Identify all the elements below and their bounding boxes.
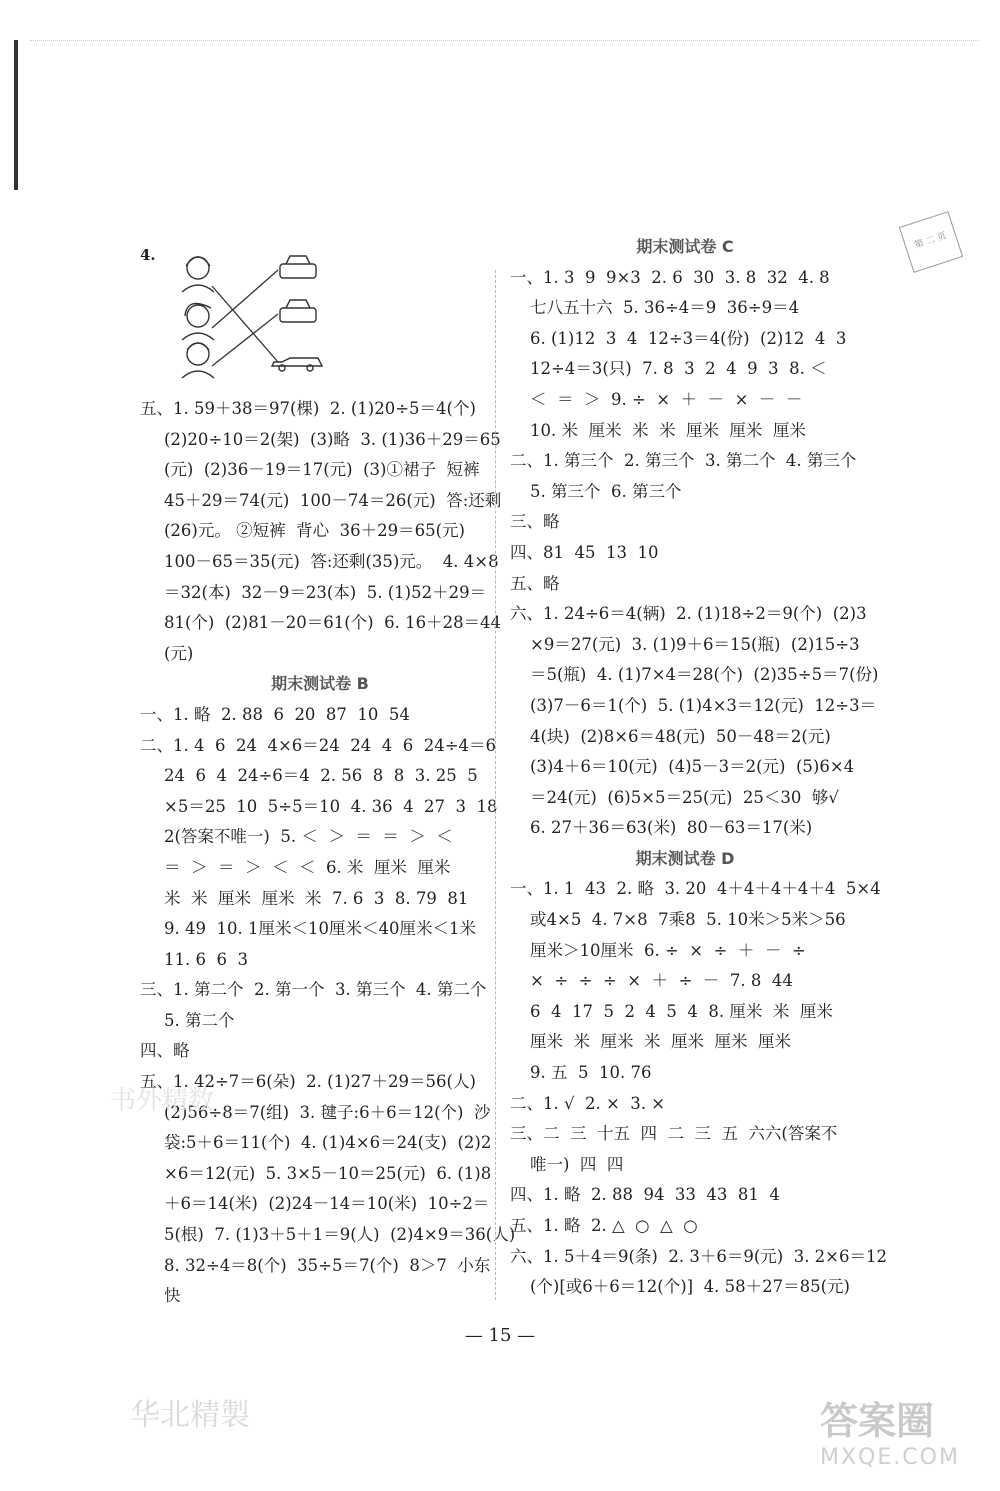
answer-line: 厘米＞10厘米 6. ÷ × ÷ ＋ － ÷ [530, 940, 806, 960]
car-side-icon [280, 300, 316, 322]
logo-url-text: MXQE.COM [820, 1445, 960, 1470]
answer-line: 四、81 45 13 10 [510, 542, 659, 562]
question-4-label: 4. [140, 246, 156, 264]
column-divider [495, 270, 496, 1300]
answer-line: (2)56÷8＝7(组) 3. 毽子:6＋6＝12(个) 沙 [164, 1102, 491, 1122]
answer-line: 5(根) 7. (1)3＋5＋1＝9(人) (2)4×9＝36(人) [164, 1225, 516, 1245]
car-front-icon [280, 256, 316, 278]
man-face-icon [182, 343, 214, 378]
site-logo [820, 1398, 990, 1483]
test-c-answers-block [510, 263, 879, 844]
watermark-small: 书外精数 [110, 1086, 215, 1116]
answer-line: ×5＝25 10 5÷5＝10 4. 36 4 27 3 18 [164, 796, 498, 816]
answer-line: 10. 米 厘米 米 米 厘米 厘米 厘米 [530, 420, 806, 440]
answer-line: 5. 第三个 6. 第三个 [530, 481, 682, 501]
matching-figure [140, 246, 340, 386]
answer-line: ×9＝27(元) 3. (1)9＋6＝15(瓶) (2)15÷3 [530, 634, 860, 654]
answer-line: 2(答案不唯一) 5. ＜ ＞ ＝ ＝ ＞ ＜ [164, 827, 453, 847]
answer-line: 五、1. 略 2. △ ○ △ ○ [510, 1216, 698, 1235]
match-line-1 [212, 286, 278, 362]
answer-line: 一、1. 3 9 9×3 2. 6 30 3. 8 32 4. 8 [510, 267, 830, 287]
answer-line: 三、略 [510, 512, 560, 532]
answer-line: 9. 五 5 10. 76 [530, 1063, 652, 1083]
matching-svg [140, 246, 340, 386]
answer-line: 12÷4＝3(只) 7. 8 3 2 4 9 3 8. ＜ [530, 359, 827, 379]
match-line-3 [212, 314, 278, 366]
answer-line: (元) [164, 643, 194, 663]
answer-line: 一、1. 1 43 2. 略 3. 20 4＋4＋4＋4＋4 5×4 [510, 879, 881, 899]
answer-line: (3)7－6＝1(个) 5. (1)4×3＝12(元) 12÷3＝ [530, 695, 877, 715]
answer-line: 4(块) (2)8×6＝48(元) 50－48＝2(元) [530, 726, 831, 746]
logo-main-text: 答案圈 [820, 1399, 935, 1443]
answer-line: 二、1. √ 2. × 3. × [510, 1093, 666, 1113]
answer-line: 六、1. 5＋4＝9(条) 2. 3＋6＝9(元) 3. 2×6＝12 [510, 1246, 887, 1266]
answer-line: 五、略 [510, 573, 560, 593]
answer-line: ＜ ＝ ＞ 9. ÷ × ＋ － × － － [530, 389, 803, 409]
answer-line: 81(个) (2)81－20＝61(个) 6. 16＋28＝44 [164, 613, 502, 633]
watermark-large: 华北精製 [130, 1398, 250, 1433]
answer-line: × ÷ ÷ ÷ × ＋ ÷ － 7. 8 44 [530, 971, 793, 991]
answer-line: (元) (2)36－19＝17(元) (3)①裙子 短裤 [164, 460, 480, 480]
answer-line: 6 4 17 5 2 4 5 4 8. 厘米 米 厘米 [530, 1001, 833, 1021]
test-b-answers-block [140, 700, 516, 1312]
heading-test-d: 期末测试卷 D [635, 848, 735, 868]
left-column [140, 394, 516, 1312]
answer-line: ×6＝12(元) 5. 3×5－10＝25(元) 6. (1)8 [164, 1163, 492, 1183]
answer-line: 米 米 厘米 厘米 米 7. 6 3 8. 79 81 [164, 888, 469, 908]
answer-line: 5. 第二个 [164, 1010, 235, 1030]
answer-line: 四、略 [140, 1041, 190, 1061]
answer-line: 11. 6 6 3 [164, 949, 248, 969]
answer-line: 三、二 三 十五 四 二 三 五 六六(答案不 [510, 1124, 838, 1144]
answer-line: 100－65＝35(元) 答:还剩(35)元。 4. 4×8 [164, 551, 499, 571]
top-scan-noise [30, 40, 980, 51]
page-edge-mark [14, 40, 18, 190]
answer-line: 袋:5＋6＝11(个) 4. (1)4×6＝24(支) (2)2 [164, 1133, 492, 1153]
answer-line: 45＋29＝74(元) 100－74＝26(元) 答:还剩 [164, 490, 502, 510]
corner-stamp [899, 211, 963, 273]
answer-line: 三、1. 第二个 2. 第一个 3. 第三个 4. 第二个 [140, 980, 487, 1000]
answer-line: ＝32(本) 32－9＝23(本) 5. (1)52＋29＝ [164, 582, 487, 602]
answer-line: 9. 49 10. 1厘米＜10厘米＜40厘米＜1米 [164, 919, 476, 939]
answer-line: (3)4＋6＝10(元) (4)5－3＝2(元) (5)6×4 [530, 757, 855, 777]
answer-line: 六、1. 24÷6＝4(辆) 2. (1)18÷2＝9(个) (2)3 [510, 604, 867, 624]
answer-line: 二、1. 4 6 24 4×6＝24 24 4 6 24÷4＝6 [140, 735, 497, 755]
answer-line: 厘米 米 厘米 米 厘米 厘米 厘米 [530, 1032, 791, 1052]
answer-line: 一、1. 略 2. 88 6 20 87 10 54 [140, 704, 410, 724]
answer-line: 五、1. 42÷7＝6(朵) 2. (1)27＋29＝56(人) [140, 1072, 476, 1092]
answer-line: 或4×5 4. 7×8 7乘8 5. 10米＞5米＞56 [530, 910, 846, 930]
answer-line: ＝24(元) (6)5×5＝25(元) 25＜30 够√ [530, 787, 839, 807]
answer-line: 唯一) 四 四 [530, 1154, 624, 1174]
answer-line: 七八五十六 5. 36÷4＝9 36÷9＝4 [530, 298, 800, 318]
stamp-text: 第 二 页 [913, 231, 948, 251]
woman-face-icon [182, 304, 214, 341]
answer-line: ＝ ＞ ＝ ＞ ＜ ＜ 6. 米 厘米 厘米 [164, 857, 451, 877]
heading-test-c: 期末测试卷 C [636, 237, 734, 256]
heading-test-b: 期末测试卷 B [271, 674, 369, 694]
answer-line: 24 6 4 24÷6＝4 2. 56 8 8 3. 25 5 [164, 766, 478, 786]
answer-line: 6. (1)12 3 4 12÷3＝4(份) (2)12 4 3 [530, 328, 847, 348]
right-column [510, 232, 887, 1303]
answer-line: 8. 32÷4＝8(个) 35÷5＝7(个) 8＞7 小东 [164, 1255, 491, 1275]
match-line-2 [212, 270, 278, 328]
answer-line: (个)[或6＋6＝12(个)] 4. 58＋27＝85(元) [530, 1277, 850, 1297]
answer-line: (2)20÷10＝2(架) (3)略 3. (1)36＋29＝65 [164, 429, 501, 449]
answer-line: 二、1. 第三个 2. 第三个 3. 第二个 4. 第三个 [510, 451, 857, 471]
sports-car-icon [272, 358, 322, 371]
left-answers-block [140, 394, 500, 669]
answer-line: ＝5(瓶) 4. (1)7×4＝28(个) (2)35÷5＝7(份) [530, 665, 879, 685]
child-face-icon [182, 257, 214, 292]
page-number: — 15 — [464, 1325, 536, 1346]
answer-line: 快 [164, 1286, 181, 1306]
answer-line: 6. 27＋36＝63(米) 80－63＝17(米) [530, 818, 813, 838]
answer-line: ＋6＝14(米) (2)24－14＝10(米) 10÷2＝ [164, 1194, 490, 1214]
answer-line: 五、1. 59＋38＝97(棵) 2. (1)20÷5＝4(个) [140, 399, 476, 418]
test-d-answers-block [510, 874, 887, 1302]
answer-line: (26)元。 ②短裤 背心 36＋29＝65(元) [164, 521, 465, 541]
answer-line: 四、1. 略 2. 88 94 33 43 81 4 [510, 1185, 780, 1205]
